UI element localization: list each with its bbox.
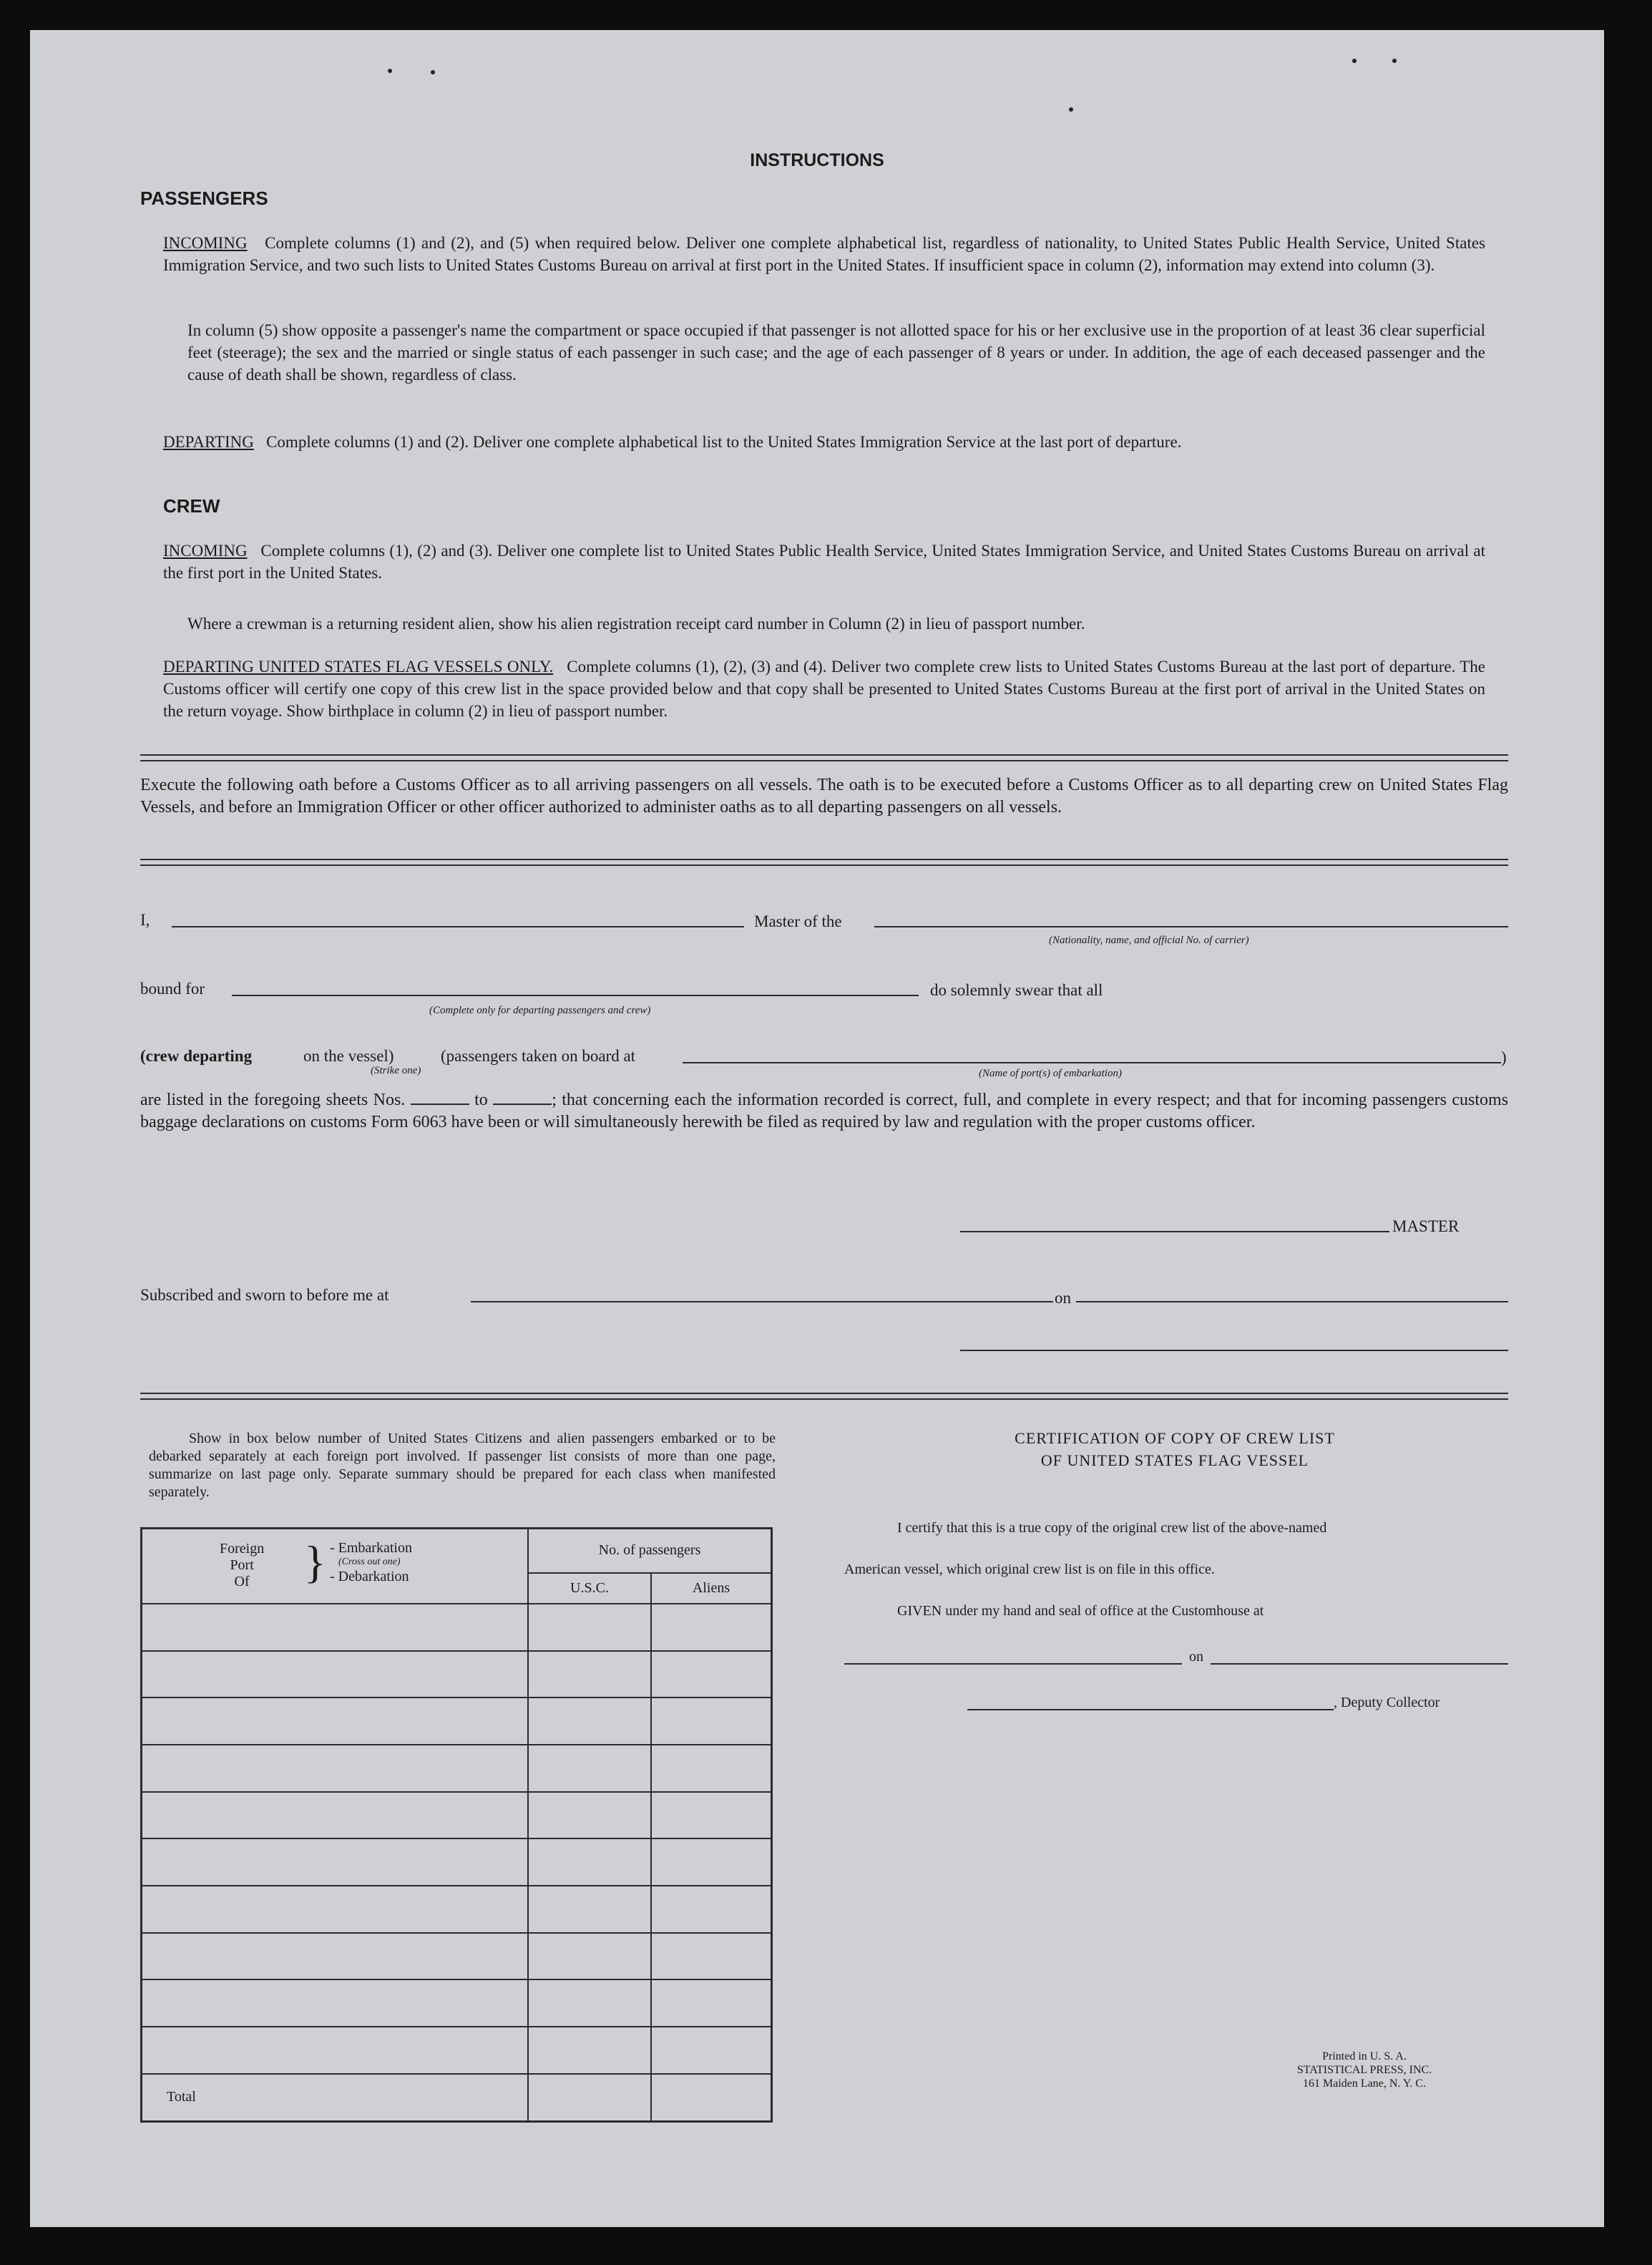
printer-line2: STATISTICAL PRESS, INC. [1296, 2064, 1432, 2076]
listed-text-a: are listed in the foregoing sheets Nos. [140, 1091, 406, 1109]
printer-imprint [1246, 2050, 1482, 2090]
speck [1392, 59, 1397, 63]
passengers-incoming-label: INCOMING [163, 234, 248, 252]
master-label: MASTER [1392, 1217, 1460, 1235]
subscribed-place-field[interactable] [471, 1301, 1053, 1302]
bound-for-caption: (Complete only for departing passengers and crew) [429, 1005, 651, 1016]
embarkation-caption: (Name of port(s) of embarkation) [979, 1068, 1122, 1079]
aliens-cell[interactable] [651, 1651, 772, 1698]
usc-header: U.S.C. [528, 1573, 651, 1604]
aliens-cell[interactable] [651, 1933, 772, 1980]
aliens-cell[interactable] [651, 2027, 772, 2074]
debarkation-label: - Debarkation [330, 1569, 409, 1584]
port-label: Port [230, 1557, 254, 1573]
port-cell[interactable] [142, 1745, 529, 1792]
foreign-label: Foreign [220, 1541, 265, 1557]
instructions-heading: INSTRUCTIONS [750, 150, 884, 170]
strike-caption: (Strike one) [371, 1065, 421, 1076]
total-aliens-cell[interactable] [651, 2074, 772, 2122]
aliens-cell[interactable] [651, 1792, 772, 1839]
aliens-cell[interactable] [651, 1697, 772, 1745]
port-cell[interactable] [142, 1933, 529, 1980]
port-cell[interactable] [142, 1651, 529, 1698]
crew-incoming-paragraph [163, 540, 1485, 584]
subscribed-date-field[interactable] [1076, 1301, 1508, 1302]
passengers-incoming-text: Complete columns (1) and (2), and (5) when required below. Deliver one complete alphabetical list, regardless of nationality, to United States Public Health Service, United States Immigration Service, and two such lists to United States Customs Bureau on arrival at first port in the United States. If insufficient space in column (2), information may extend into column (3). [163, 234, 1486, 274]
certify-text-a: I certify that this is a true copy of the original crew list of the above-named [897, 1520, 1327, 1536]
passengers-incoming-paragraph [163, 232, 1485, 276]
total-label: Total [142, 2074, 529, 2122]
speck [1352, 59, 1357, 63]
close-paren: ) [1501, 1048, 1507, 1066]
bound-for-label: bound for [140, 980, 205, 998]
deputy-collector-signature-field[interactable] [967, 1709, 1334, 1710]
passengers-departing-label: DEPARTING [163, 433, 254, 451]
usc-cell[interactable] [528, 1933, 651, 1980]
form-sheet [30, 30, 1604, 2227]
speck [388, 69, 392, 73]
listed-text-b: ; that concerning each the information recorded is correct, full, and complete in every respect; and that for incoming passengers customs baggage declarations on customs Form 6063 have been or will simultaneously herewith be filed as required by law and regulation with the proper customs officer. [140, 1091, 1509, 1131]
solemnly-text: do solemnly swear that all [930, 981, 1103, 999]
usc-cell[interactable] [528, 1886, 651, 1933]
master-signature-field[interactable] [960, 1231, 1389, 1232]
summary-instructions: Show in box below number of United States Citizens and alien passengers embarked or to be debarked separately at each foreign port involved. If passenger list consists of more than one page, summarize on last page only. Separate summary should be prepared for each class when manifested separately. [149, 1431, 776, 1500]
total-usc-cell[interactable] [528, 2074, 651, 2122]
aliens-cell[interactable] [651, 1838, 772, 1886]
crew-departing-label: DEPARTING UNITED STATES FLAG VESSELS ONLY. [163, 658, 554, 676]
aliens-header: Aliens [651, 1573, 772, 1604]
aliens-cell[interactable] [651, 1745, 772, 1792]
certification-title [924, 1427, 1425, 1471]
listed-paragraph [140, 1089, 1508, 1134]
port-cell[interactable] [142, 1604, 529, 1651]
usc-cell[interactable] [528, 1979, 651, 2027]
certification-on-label: on [1189, 1649, 1203, 1665]
embarkation-port-field[interactable] [683, 1062, 1501, 1063]
crew-incoming-label: INCOMING [163, 542, 248, 560]
passengers-departing-paragraph [163, 431, 1485, 453]
certify-text-b: American vessel, which original crew list is on file in this office. [844, 1562, 1215, 1577]
listed-to-label: to [474, 1091, 488, 1109]
usc-cell[interactable] [528, 1745, 651, 1792]
subscribed-label: Subscribed and sworn to before me at [140, 1286, 389, 1304]
port-cell[interactable] [142, 1979, 529, 2027]
divider [140, 754, 1508, 761]
master-name-field[interactable] [172, 926, 744, 927]
passengers-title: PASSENGERS [140, 187, 268, 209]
port-cell[interactable] [142, 1838, 529, 1886]
deputy-collector-label: , Deputy Collector [1334, 1695, 1440, 1710]
crew-title: CREW [163, 495, 220, 517]
sheet-from-field[interactable] [411, 1091, 469, 1105]
carrier-field[interactable] [874, 926, 1508, 927]
customhouse-field[interactable] [844, 1663, 1182, 1665]
crew-resident-paragraph: Where a crewman is a returning resident alien, show his alien registration receipt card number in Column (2) in lieu of passport number. [187, 615, 1085, 633]
divider [140, 859, 1508, 866]
port-cell[interactable] [142, 1697, 529, 1745]
cross-out-caption: (Cross out one) [338, 1557, 401, 1567]
usc-cell[interactable] [528, 1604, 651, 1651]
bound-for-field[interactable] [232, 995, 919, 996]
subscribed-on-label: on [1055, 1289, 1071, 1307]
printer-line3: 161 Maiden Lane, N. Y. C. [1303, 2078, 1426, 2090]
usc-cell[interactable] [528, 1792, 651, 1839]
port-cell[interactable] [142, 2027, 529, 2074]
passengers-departing-text: Complete columns (1) and (2). Deliver one complete alphabetical list to the United States Immigration Service at the last port of departure. [266, 433, 1182, 451]
crew-departing-paragraph [163, 656, 1485, 722]
on-vessel-text: on the vessel) [303, 1047, 394, 1065]
crew-departing-option: (crew departing [140, 1047, 253, 1065]
divider [140, 1393, 1508, 1400]
port-cell[interactable] [142, 1886, 529, 1933]
aliens-cell[interactable] [651, 1979, 772, 2027]
aliens-cell[interactable] [651, 1604, 772, 1651]
port-cell[interactable] [142, 1792, 529, 1839]
officer-signature-field[interactable] [960, 1350, 1508, 1351]
given-text: GIVEN under my hand and seal of office at the Customhouse at [897, 1603, 1264, 1619]
embarkation-label: - Embarkation [330, 1540, 412, 1556]
aliens-cell[interactable] [651, 1886, 772, 1933]
carrier-caption: (Nationality, name, and official No. of carrier) [1049, 935, 1249, 946]
passengers-column5-paragraph: In column (5) show opposite a passenger's name the compartment or space occupied if that passenger is not allotted space for his or her exclusive use in the proportion of at least 36 clear superficial feet (steerage); the sex and the married or single status of each passenger in such case; and the age of each passenger of 8 years or under. In addition, the age of each deceased passenger and the cause of death shall be shown, regardless of class. [187, 321, 1485, 384]
crew-departing-text: Complete columns (1), (2), (3) and (4). Deliver two complete crew lists to United States Customs Bureau at the last port of departure. The Customs officer will certify one copy of this crew list in the space provided below and that copy shall be presented to United States Customs Bureau at the first port of arrival in the United States on the return voyage. Show birthplace in column (2) in lieu of passport number. [163, 658, 1486, 720]
crew-incoming-text: Complete columns (1), (2) and (3). Deliver one complete list to United States Public Health Service, United States Immigration Service, and United States Customs Bureau on arrival at the first port in the United States. [163, 542, 1486, 582]
certification-title-line2: OF UNITED STATES FLAG VESSEL [1040, 1451, 1309, 1469]
master-of-the-label: Master of the [754, 912, 842, 930]
oath-intro: Execute the following oath before a Customs Officer as to all arriving passengers on all vessels. The oath is to be executed before a Customs Officer as to all departing crew on United States Flag Vessels, and before an Immigration Officer or other officer authorized to administer oaths as to all departing passengers on all vessels. [140, 776, 1508, 817]
oath-i-label: I, [140, 911, 150, 929]
usc-cell[interactable] [528, 1651, 651, 1698]
speck [431, 70, 435, 74]
certification-title-line1: CERTIFICATION OF COPY OF CREW LIST [1015, 1429, 1335, 1447]
usc-cell[interactable] [528, 2027, 651, 2074]
passenger-summary-table [140, 1527, 773, 2123]
usc-cell[interactable] [528, 1697, 651, 1745]
usc-cell[interactable] [528, 1838, 651, 1886]
no-of-passengers-header: No. of passengers [528, 1529, 772, 1573]
brace: } [304, 1536, 326, 1587]
speck [1069, 107, 1073, 112]
passengers-taken-option: (passengers taken on board at [441, 1047, 636, 1065]
foreign-port-header [142, 1529, 529, 1604]
certification-date-field[interactable] [1211, 1663, 1508, 1665]
printer-line1: Printed in U. S. A. [1322, 2050, 1407, 2062]
sheet-to-field[interactable] [493, 1091, 552, 1105]
of-label: Of [234, 1574, 250, 1589]
